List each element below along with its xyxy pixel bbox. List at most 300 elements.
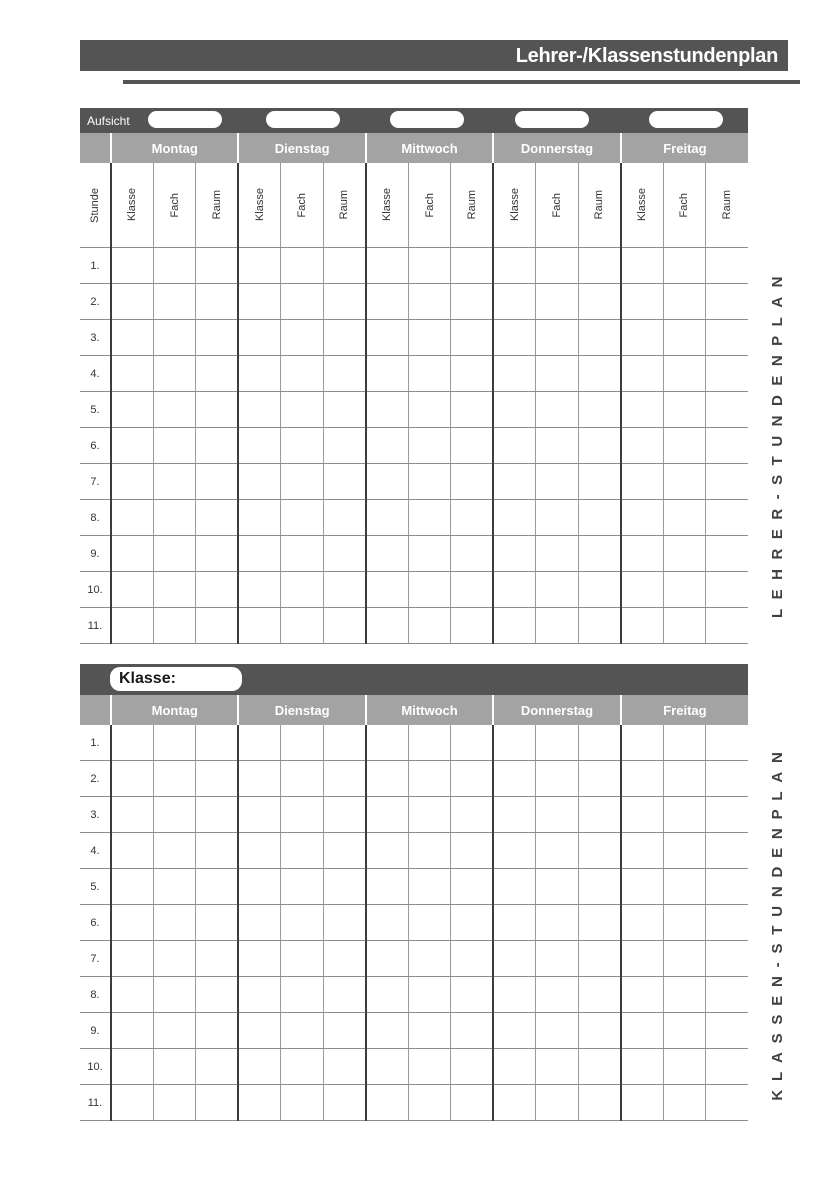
timetable-cell[interactable]	[493, 797, 535, 833]
timetable-cell[interactable]	[281, 1013, 323, 1049]
timetable-cell[interactable]	[238, 725, 280, 761]
timetable-cell[interactable]	[706, 1013, 748, 1049]
timetable-cell[interactable]	[238, 248, 280, 284]
timetable-cell[interactable]	[111, 725, 153, 761]
timetable-cell[interactable]	[621, 761, 663, 797]
timetable-cell[interactable]	[493, 356, 535, 392]
timetable-cell[interactable]	[111, 572, 153, 608]
timetable-cell[interactable]	[408, 248, 450, 284]
timetable-cell[interactable]	[536, 572, 578, 608]
timetable-cell[interactable]	[153, 464, 195, 500]
timetable-cell[interactable]	[621, 869, 663, 905]
timetable-cell[interactable]	[621, 500, 663, 536]
timetable-cell[interactable]	[111, 869, 153, 905]
timetable-cell[interactable]	[621, 833, 663, 869]
timetable-cell[interactable]	[621, 797, 663, 833]
timetable-cell[interactable]	[536, 284, 578, 320]
timetable-cell[interactable]	[323, 905, 365, 941]
timetable-cell[interactable]	[706, 1049, 748, 1085]
timetable-cell[interactable]	[281, 869, 323, 905]
timetable-cell[interactable]	[366, 392, 408, 428]
timetable-cell[interactable]	[536, 428, 578, 464]
timetable-cell[interactable]	[281, 608, 323, 644]
timetable-cell[interactable]	[111, 536, 153, 572]
timetable-cell[interactable]	[281, 797, 323, 833]
timetable-cell[interactable]	[366, 572, 408, 608]
timetable-cell[interactable]	[153, 536, 195, 572]
timetable-cell[interactable]	[281, 725, 323, 761]
timetable-cell[interactable]	[663, 356, 705, 392]
timetable-cell[interactable]	[706, 320, 748, 356]
timetable-cell[interactable]	[366, 248, 408, 284]
timetable-cell[interactable]	[408, 500, 450, 536]
timetable-cell[interactable]	[451, 320, 493, 356]
timetable-cell[interactable]	[451, 428, 493, 464]
timetable-cell[interactable]	[196, 797, 239, 833]
aufsicht-field-freitag[interactable]	[649, 111, 723, 128]
timetable-cell[interactable]	[238, 833, 280, 869]
timetable-cell[interactable]	[706, 356, 748, 392]
timetable-cell[interactable]	[153, 761, 195, 797]
timetable-cell[interactable]	[663, 869, 705, 905]
timetable-cell[interactable]	[323, 356, 365, 392]
timetable-cell[interactable]	[153, 356, 195, 392]
timetable-cell[interactable]	[621, 941, 663, 977]
timetable-cell[interactable]	[238, 572, 280, 608]
timetable-cell[interactable]	[196, 1013, 239, 1049]
timetable-cell[interactable]	[536, 1049, 578, 1085]
timetable-cell[interactable]	[663, 608, 705, 644]
timetable-cell[interactable]	[366, 284, 408, 320]
timetable-cell[interactable]	[366, 725, 408, 761]
timetable-cell[interactable]	[323, 869, 365, 905]
timetable-cell[interactable]	[408, 320, 450, 356]
timetable-cell[interactable]	[323, 572, 365, 608]
timetable-cell[interactable]	[323, 428, 365, 464]
timetable-cell[interactable]	[578, 320, 621, 356]
timetable-cell[interactable]	[621, 1013, 663, 1049]
timetable-cell[interactable]	[408, 797, 450, 833]
timetable-cell[interactable]	[578, 356, 621, 392]
timetable-cell[interactable]	[238, 392, 280, 428]
timetable-cell[interactable]	[238, 797, 280, 833]
timetable-cell[interactable]	[493, 905, 535, 941]
timetable-cell[interactable]	[621, 977, 663, 1013]
timetable-cell[interactable]	[323, 320, 365, 356]
timetable-cell[interactable]	[578, 248, 621, 284]
timetable-cell[interactable]	[621, 464, 663, 500]
timetable-cell[interactable]	[451, 1013, 493, 1049]
timetable-cell[interactable]	[153, 572, 195, 608]
timetable-cell[interactable]	[663, 248, 705, 284]
timetable-cell[interactable]	[536, 536, 578, 572]
timetable-cell[interactable]	[578, 797, 621, 833]
timetable-cell[interactable]	[408, 572, 450, 608]
timetable-cell[interactable]	[578, 572, 621, 608]
timetable-cell[interactable]	[196, 977, 239, 1013]
timetable-cell[interactable]	[663, 284, 705, 320]
timetable-cell[interactable]	[366, 1013, 408, 1049]
timetable-cell[interactable]	[111, 977, 153, 1013]
timetable-cell[interactable]	[408, 356, 450, 392]
timetable-cell[interactable]	[281, 320, 323, 356]
timetable-cell[interactable]	[408, 761, 450, 797]
timetable-cell[interactable]	[281, 761, 323, 797]
timetable-cell[interactable]	[493, 761, 535, 797]
timetable-cell[interactable]	[323, 833, 365, 869]
aufsicht-field-mittwoch[interactable]	[390, 111, 464, 128]
timetable-cell[interactable]	[153, 248, 195, 284]
timetable-cell[interactable]	[111, 428, 153, 464]
timetable-cell[interactable]	[536, 500, 578, 536]
timetable-cell[interactable]	[366, 1049, 408, 1085]
timetable-cell[interactable]	[578, 833, 621, 869]
timetable-cell[interactable]	[663, 464, 705, 500]
timetable-cell[interactable]	[663, 977, 705, 1013]
timetable-cell[interactable]	[281, 572, 323, 608]
timetable-cell[interactable]	[578, 536, 621, 572]
timetable-cell[interactable]	[621, 284, 663, 320]
timetable-cell[interactable]	[493, 725, 535, 761]
timetable-cell[interactable]	[238, 356, 280, 392]
timetable-cell[interactable]	[536, 1013, 578, 1049]
timetable-cell[interactable]	[408, 941, 450, 977]
timetable-cell[interactable]	[706, 797, 748, 833]
timetable-cell[interactable]	[493, 500, 535, 536]
timetable-cell[interactable]	[281, 941, 323, 977]
timetable-cell[interactable]	[196, 1049, 239, 1085]
timetable-cell[interactable]	[323, 608, 365, 644]
timetable-cell[interactable]	[621, 392, 663, 428]
timetable-cell[interactable]	[366, 536, 408, 572]
timetable-cell[interactable]	[366, 761, 408, 797]
timetable-cell[interactable]	[536, 725, 578, 761]
timetable-cell[interactable]	[196, 725, 239, 761]
timetable-cell[interactable]	[663, 500, 705, 536]
timetable-cell[interactable]	[706, 761, 748, 797]
timetable-cell[interactable]	[493, 1049, 535, 1085]
timetable-cell[interactable]	[578, 1013, 621, 1049]
timetable-cell[interactable]	[281, 1085, 323, 1121]
timetable-cell[interactable]	[111, 392, 153, 428]
timetable-cell[interactable]	[281, 356, 323, 392]
timetable-cell[interactable]	[238, 941, 280, 977]
timetable-cell[interactable]	[323, 536, 365, 572]
timetable-cell[interactable]	[536, 869, 578, 905]
timetable-cell[interactable]	[238, 761, 280, 797]
timetable-cell[interactable]	[196, 833, 239, 869]
timetable-cell[interactable]	[196, 428, 239, 464]
timetable-cell[interactable]	[621, 608, 663, 644]
timetable-cell[interactable]	[238, 464, 280, 500]
timetable-cell[interactable]	[153, 833, 195, 869]
timetable-cell[interactable]	[323, 725, 365, 761]
timetable-cell[interactable]	[366, 869, 408, 905]
timetable-cell[interactable]	[111, 464, 153, 500]
timetable-cell[interactable]	[663, 572, 705, 608]
timetable-cell[interactable]	[536, 905, 578, 941]
timetable-cell[interactable]	[493, 320, 535, 356]
timetable-cell[interactable]	[408, 608, 450, 644]
timetable-cell[interactable]	[663, 725, 705, 761]
timetable-cell[interactable]	[366, 905, 408, 941]
timetable-cell[interactable]	[536, 608, 578, 644]
timetable-cell[interactable]	[578, 905, 621, 941]
timetable-cell[interactable]	[663, 941, 705, 977]
timetable-cell[interactable]	[153, 797, 195, 833]
timetable-cell[interactable]	[196, 500, 239, 536]
timetable-cell[interactable]	[238, 284, 280, 320]
timetable-cell[interactable]	[451, 1049, 493, 1085]
timetable-cell[interactable]	[706, 869, 748, 905]
timetable-cell[interactable]	[196, 905, 239, 941]
timetable-cell[interactable]	[536, 464, 578, 500]
timetable-cell[interactable]	[238, 320, 280, 356]
timetable-cell[interactable]	[111, 320, 153, 356]
timetable-cell[interactable]	[281, 905, 323, 941]
timetable-cell[interactable]	[366, 428, 408, 464]
timetable-cell[interactable]	[493, 572, 535, 608]
timetable-cell[interactable]	[621, 905, 663, 941]
timetable-cell[interactable]	[111, 356, 153, 392]
timetable-cell[interactable]	[111, 1049, 153, 1085]
timetable-cell[interactable]	[323, 392, 365, 428]
timetable-cell[interactable]	[451, 869, 493, 905]
timetable-cell[interactable]	[451, 464, 493, 500]
aufsicht-field-dienstag[interactable]	[266, 111, 340, 128]
timetable-cell[interactable]	[366, 608, 408, 644]
timetable-cell[interactable]	[281, 464, 323, 500]
timetable-cell[interactable]	[621, 428, 663, 464]
timetable-cell[interactable]	[706, 500, 748, 536]
timetable-cell[interactable]	[323, 284, 365, 320]
timetable-cell[interactable]	[706, 977, 748, 1013]
timetable-cell[interactable]	[281, 284, 323, 320]
timetable-cell[interactable]	[451, 536, 493, 572]
timetable-cell[interactable]	[196, 761, 239, 797]
timetable-cell[interactable]	[408, 284, 450, 320]
timetable-cell[interactable]	[196, 1085, 239, 1121]
timetable-cell[interactable]	[153, 1085, 195, 1121]
timetable-cell[interactable]	[578, 1085, 621, 1121]
timetable-cell[interactable]	[238, 428, 280, 464]
timetable-cell[interactable]	[366, 797, 408, 833]
timetable-cell[interactable]	[663, 797, 705, 833]
timetable-cell[interactable]	[323, 1085, 365, 1121]
timetable-cell[interactable]	[238, 977, 280, 1013]
timetable-cell[interactable]	[578, 500, 621, 536]
timetable-cell[interactable]	[493, 608, 535, 644]
timetable-cell[interactable]	[111, 608, 153, 644]
timetable-cell[interactable]	[238, 608, 280, 644]
timetable-cell[interactable]	[706, 248, 748, 284]
timetable-cell[interactable]	[153, 392, 195, 428]
timetable-cell[interactable]	[408, 905, 450, 941]
timetable-cell[interactable]	[493, 284, 535, 320]
timetable-cell[interactable]	[706, 464, 748, 500]
timetable-cell[interactable]	[706, 536, 748, 572]
timetable-cell[interactable]	[153, 428, 195, 464]
timetable-cell[interactable]	[493, 1013, 535, 1049]
timetable-cell[interactable]	[706, 428, 748, 464]
timetable-cell[interactable]	[621, 1049, 663, 1085]
timetable-cell[interactable]	[451, 608, 493, 644]
timetable-cell[interactable]	[281, 977, 323, 1013]
klasse-field[interactable]	[110, 667, 242, 691]
timetable-cell[interactable]	[451, 725, 493, 761]
timetable-cell[interactable]	[238, 1049, 280, 1085]
timetable-cell[interactable]	[536, 320, 578, 356]
timetable-cell[interactable]	[408, 1013, 450, 1049]
timetable-cell[interactable]	[111, 905, 153, 941]
timetable-cell[interactable]	[238, 1013, 280, 1049]
timetable-cell[interactable]	[153, 725, 195, 761]
timetable-cell[interactable]	[281, 833, 323, 869]
timetable-cell[interactable]	[238, 905, 280, 941]
timetable-cell[interactable]	[578, 761, 621, 797]
aufsicht-field-donnerstag[interactable]	[515, 111, 589, 128]
timetable-cell[interactable]	[451, 977, 493, 1013]
timetable-cell[interactable]	[493, 428, 535, 464]
timetable-cell[interactable]	[578, 1049, 621, 1085]
timetable-cell[interactable]	[111, 797, 153, 833]
timetable-cell[interactable]	[153, 977, 195, 1013]
timetable-cell[interactable]	[706, 833, 748, 869]
timetable-cell[interactable]	[323, 797, 365, 833]
timetable-cell[interactable]	[281, 248, 323, 284]
timetable-cell[interactable]	[366, 356, 408, 392]
timetable-cell[interactable]	[196, 869, 239, 905]
timetable-cell[interactable]	[451, 248, 493, 284]
timetable-cell[interactable]	[578, 284, 621, 320]
timetable-cell[interactable]	[196, 464, 239, 500]
timetable-cell[interactable]	[578, 608, 621, 644]
timetable-cell[interactable]	[408, 536, 450, 572]
timetable-cell[interactable]	[536, 797, 578, 833]
timetable-cell[interactable]	[706, 941, 748, 977]
timetable-cell[interactable]	[536, 761, 578, 797]
timetable-cell[interactable]	[536, 356, 578, 392]
timetable-cell[interactable]	[621, 1085, 663, 1121]
timetable-cell[interactable]	[408, 392, 450, 428]
timetable-cell[interactable]	[621, 248, 663, 284]
timetable-cell[interactable]	[196, 248, 239, 284]
timetable-cell[interactable]	[663, 536, 705, 572]
timetable-cell[interactable]	[451, 1085, 493, 1121]
timetable-cell[interactable]	[451, 392, 493, 428]
timetable-cell[interactable]	[493, 1085, 535, 1121]
timetable-cell[interactable]	[451, 572, 493, 608]
timetable-cell[interactable]	[153, 320, 195, 356]
timetable-cell[interactable]	[706, 725, 748, 761]
timetable-cell[interactable]	[493, 248, 535, 284]
timetable-cell[interactable]	[578, 428, 621, 464]
timetable-cell[interactable]	[111, 1085, 153, 1121]
timetable-cell[interactable]	[408, 1049, 450, 1085]
timetable-cell[interactable]	[323, 500, 365, 536]
timetable-cell[interactable]	[111, 1013, 153, 1049]
timetable-cell[interactable]	[366, 500, 408, 536]
timetable-cell[interactable]	[281, 428, 323, 464]
timetable-cell[interactable]	[153, 1049, 195, 1085]
timetable-cell[interactable]	[366, 1085, 408, 1121]
timetable-cell[interactable]	[111, 833, 153, 869]
timetable-cell[interactable]	[111, 248, 153, 284]
timetable-cell[interactable]	[451, 761, 493, 797]
timetable-cell[interactable]	[153, 1013, 195, 1049]
timetable-cell[interactable]	[111, 761, 153, 797]
timetable-cell[interactable]	[366, 464, 408, 500]
timetable-cell[interactable]	[281, 536, 323, 572]
timetable-cell[interactable]	[408, 725, 450, 761]
timetable-cell[interactable]	[663, 833, 705, 869]
timetable-cell[interactable]	[196, 536, 239, 572]
timetable-cell[interactable]	[196, 284, 239, 320]
timetable-cell[interactable]	[408, 464, 450, 500]
timetable-cell[interactable]	[451, 905, 493, 941]
timetable-cell[interactable]	[451, 356, 493, 392]
timetable-cell[interactable]	[621, 356, 663, 392]
timetable-cell[interactable]	[196, 572, 239, 608]
timetable-cell[interactable]	[408, 1085, 450, 1121]
timetable-cell[interactable]	[663, 1049, 705, 1085]
timetable-cell[interactable]	[706, 284, 748, 320]
timetable-cell[interactable]	[451, 941, 493, 977]
timetable-cell[interactable]	[578, 464, 621, 500]
timetable-cell[interactable]	[493, 833, 535, 869]
timetable-cell[interactable]	[536, 1085, 578, 1121]
timetable-cell[interactable]	[196, 320, 239, 356]
timetable-cell[interactable]	[493, 869, 535, 905]
timetable-cell[interactable]	[663, 428, 705, 464]
timetable-cell[interactable]	[706, 905, 748, 941]
timetable-cell[interactable]	[621, 320, 663, 356]
timetable-cell[interactable]	[706, 1085, 748, 1121]
timetable-cell[interactable]	[111, 284, 153, 320]
timetable-cell[interactable]	[196, 356, 239, 392]
timetable-cell[interactable]	[366, 977, 408, 1013]
timetable-cell[interactable]	[196, 392, 239, 428]
timetable-cell[interactable]	[196, 608, 239, 644]
timetable-cell[interactable]	[366, 320, 408, 356]
timetable-cell[interactable]	[323, 1049, 365, 1085]
timetable-cell[interactable]	[578, 869, 621, 905]
timetable-cell[interactable]	[493, 464, 535, 500]
timetable-cell[interactable]	[238, 500, 280, 536]
timetable-cell[interactable]	[153, 500, 195, 536]
timetable-cell[interactable]	[578, 725, 621, 761]
timetable-cell[interactable]	[663, 1085, 705, 1121]
timetable-cell[interactable]	[451, 284, 493, 320]
timetable-cell[interactable]	[323, 1013, 365, 1049]
timetable-cell[interactable]	[408, 833, 450, 869]
timetable-cell[interactable]	[536, 248, 578, 284]
timetable-cell[interactable]	[451, 833, 493, 869]
timetable-cell[interactable]	[366, 941, 408, 977]
timetable-cell[interactable]	[578, 977, 621, 1013]
timetable-cell[interactable]	[111, 941, 153, 977]
timetable-cell[interactable]	[408, 869, 450, 905]
timetable-cell[interactable]	[408, 977, 450, 1013]
timetable-cell[interactable]	[578, 392, 621, 428]
timetable-cell[interactable]	[706, 608, 748, 644]
timetable-cell[interactable]	[153, 941, 195, 977]
timetable-cell[interactable]	[238, 1085, 280, 1121]
timetable-cell[interactable]	[493, 977, 535, 1013]
timetable-cell[interactable]	[408, 428, 450, 464]
timetable-cell[interactable]	[238, 536, 280, 572]
timetable-cell[interactable]	[153, 284, 195, 320]
